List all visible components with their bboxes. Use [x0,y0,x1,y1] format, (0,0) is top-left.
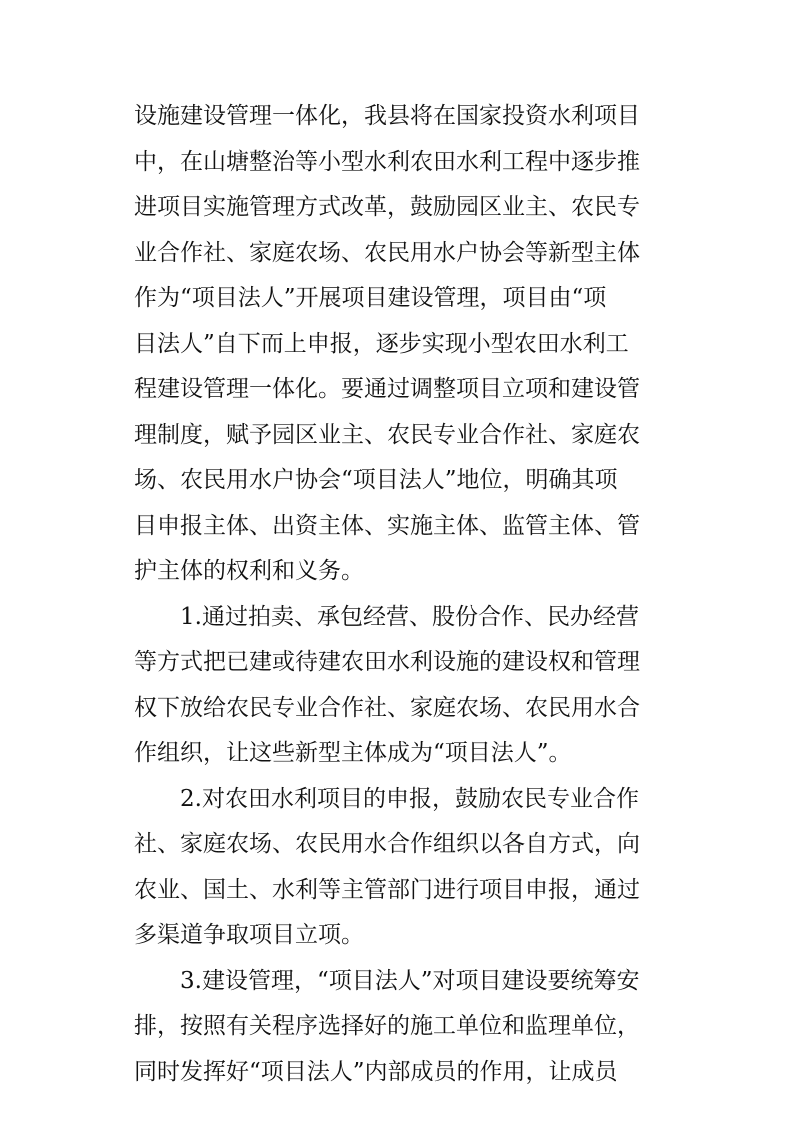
text-line: 目申报主体、出资主体、实施主体、监管主体、管 [134,512,640,539]
text-line: 农业、国土、水利等主管部门进行项目申报，通过 [134,876,640,903]
text-line: 场、农民用水户协会“项目法人”地位，明确其项 [134,467,618,493]
paragraph-reform-intro [134,94,662,595]
text-line: 设施建设管理一体化，我县将在国家投资水利项目 [134,103,640,129]
text-line: 权下放给农民专业合作社、家庭农场、农民用水合 [134,694,640,721]
text-line: 等方式把已建或待建农田水利设施的建设权和管理 [134,649,640,675]
paragraph-item-1 [134,595,662,777]
text-line: 同时发挥好“项目法人”内部成员的作用，让成员 [134,1058,618,1085]
text-line: 目法人”自下而上申报，逐步实现小型农田水利工 [134,330,629,357]
text-line: 作组织，让这些新型主体成为“项目法人”。 [134,740,572,766]
text-line: 作为“项目法人”开展项目建设管理，项目由“项 [134,285,607,311]
text-line: 业合作社、家庭农场、农民用水户协会等新型主体 [134,239,640,266]
text-line: 2.对农田水利项目的申报，鼓励农民专业合作 [180,785,639,812]
paragraph-item-3 [134,959,662,1096]
text-line: 中，在山塘整治等小型水利农田水利工程中逐步推 [134,148,640,175]
text-line: 1.通过拍卖、承包经营、股份合作、民办经营 [180,603,639,630]
text-line: 护主体的权利和义务。 [134,558,364,584]
document-body [134,94,662,1095]
text-line: 理制度，赋予园区业主、农民专业合作社、家庭农 [134,421,640,448]
text-line: 程建设管理一体化。要通过调整项目立项和建设管 [134,376,640,402]
text-line: 3.建设管理，“项目法人”对项目建设要统筹安 [180,967,640,994]
text-line: 进项目实施管理方式改革，鼓励园区业主、农民专 [134,194,640,220]
text-line: 排，按照有关程序选择好的施工单位和监理单位， [134,1013,640,1039]
text-line: 社、家庭农场、农民用水合作组织以各自方式，向 [134,831,640,857]
text-line: 多渠道争取项目立项。 [134,922,364,948]
paragraph-item-2 [134,777,662,959]
